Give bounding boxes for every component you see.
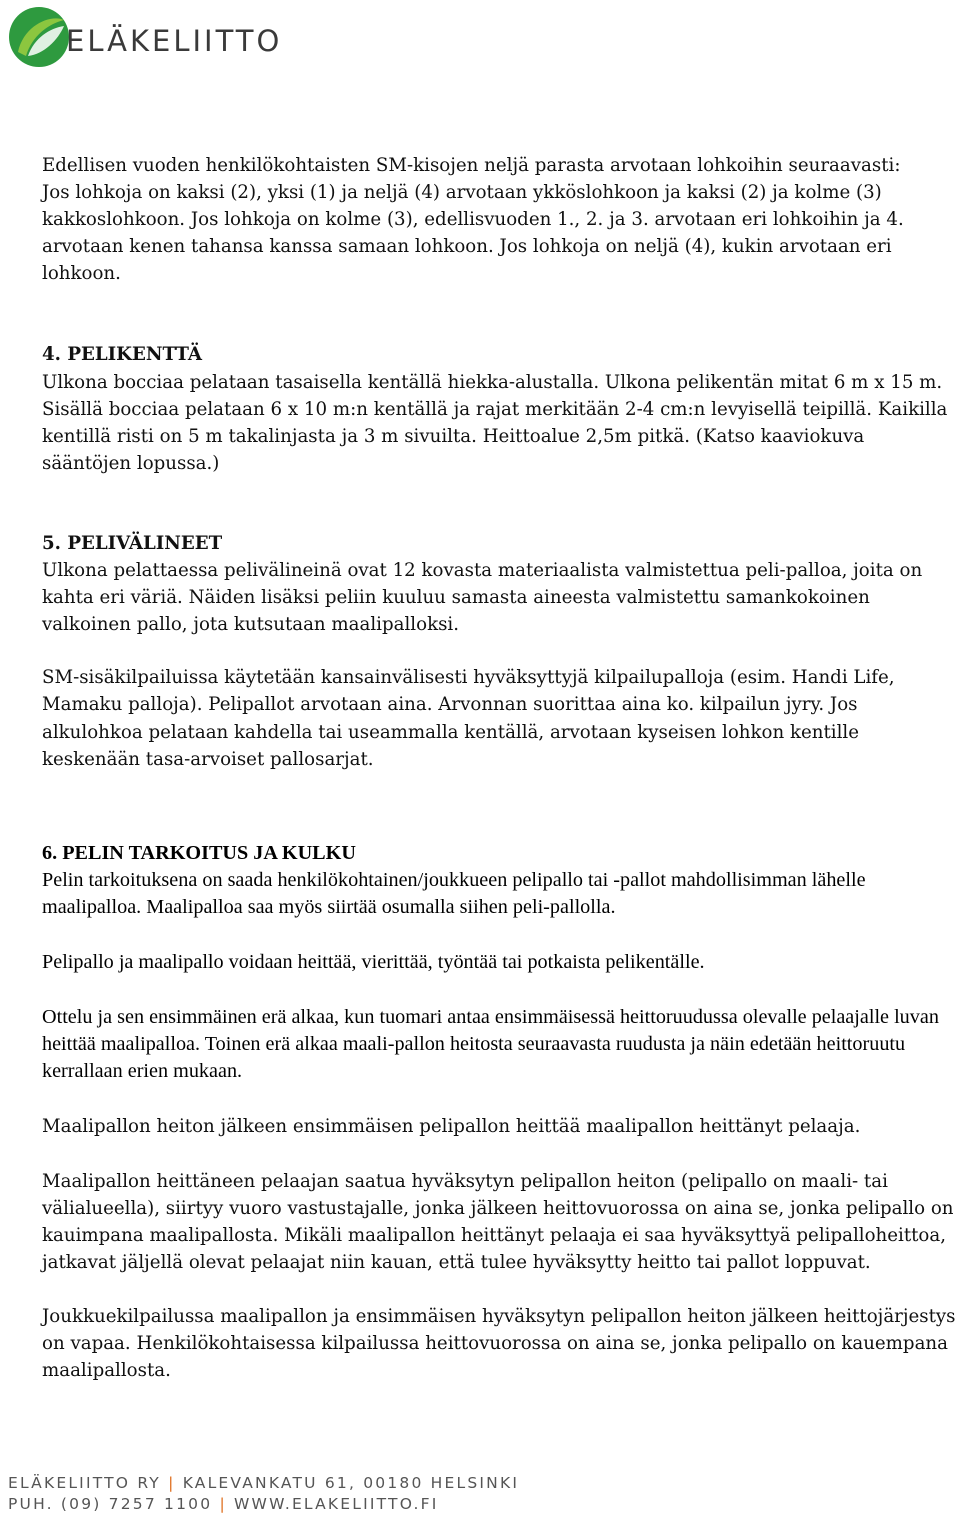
footer-line-1 [8,1473,958,1494]
footer-separator: | [168,1474,176,1492]
footer-website: WWW.ELAKELIITTO.FI [234,1495,439,1513]
section-6-paragraph-4: Maalipallon heiton jälkeen ensimmäisen pelipallon heittää maalipallon heittänyt pelaaja. [42,1115,861,1137]
page-footer [8,1473,958,1515]
footer-address: KALEVANKATU 61, 00180 HELSINKI [182,1474,520,1492]
section-5-heading: 5. PELIVÄLINEET [42,532,223,554]
document-body [42,152,958,1384]
section-5-body: Ulkona pelattaessa pelivälineinä ovat 12 kovasta materiaalista valmistettua peli-palloa, joita on kahta eri väriä. Näiden lisäksi peliin kuuluu samasta aineesta valmistettu samankokoinen valkoinen pallo, jota kutsutaan maalipalloksi. [42,560,923,636]
section-6-paragraph-5: Maalipallon heittäneen pelaajan saatua hyväksytyn pelipallon heiton (pelipallo on maali- tai välialueella), siirtyy vuoro vastustajalle, jonka jälkeen heittovuorossa on aina se, jonka pelipallo on kauimpana maalipallosta. Mikäli maalipallon heittänyt pelaaja ei saa hyväksyttyä pelipalloheittoa, jatkavat jäljellä olevat pelaajat niin kauan, että tulee hyväksytty heitto tai pallot loppuvat. [42,1170,954,1274]
section-4-heading: 4. PELIKENTTÄ [42,344,202,366]
leaf-logo-icon [8,6,70,68]
section-4-body: Ulkona bocciaa pelataan tasaisella kentällä hiekka-alustalla. Ulkona pelikentän mitat 6 m x 15 m. Sisällä bocciaa pelataan 6 x 10 m:n kentällä ja rajat merkitään 2-4 cm:n levyisellä teipillä. Kaikilla kentillä risti on 5 m takalinjasta ja 3 m sivuilta. Heittoalue 2,5m pitkä. (Katso kaaviokuva sääntöjen lopussa.) [42,371,948,474]
section-6-paragraph-1: Pelin tarkoituksena on saada henkilökohtainen/joukkueen pelipallo tai -pallot mahdollisimman lähelle maalipalloa. Maalipalloa saa myös siirtää osumalla siihen peli-pallolla. [42,868,866,918]
intro-paragraph: Edellisen vuoden henkilökohtaisten SM-kisojen neljä parasta arvotaan lohkoihin seuraavasti: Jos lohkoja on kaksi (2), yksi (1) ja neljä (4) arvotaan ykköslohkoon ja kaksi (2) ja kolme (3) kakkoslohkoon. Jos lohkoja on kolme (3), edellisvuoden 1., 2. ja 3. arvotaan eri lohkoihin ja 4. arvotaan kenen tahansa kanssa samaan lohkoon. Jos lohkoja on neljä (4), kukin arvotaan eri lohkoon. [42,155,904,285]
footer-separator: | [219,1495,227,1513]
footer-line-2 [8,1494,958,1515]
section-6-heading: 6. PELIN TARKOITUS JA KULKU [42,841,356,864]
eläkeliitto-logo [4,2,294,72]
section-5-body-2: SM-sisäkilpailuissa käytetään kansainvälisesti hyväksyttyjä kilpailupalloja (esim. Handi Life, Mamaku palloja). Pelipallot arvotaan aina. Arvonnan suorittaa aina ko. kilpailun jyry. Jos alkulohkoa pelataan kahdella tai useammalla kentällä, arvotaan kyseisen lohkon kentille keskenään tasa-arvoiset pallosarjat. [42,667,895,770]
footer-organization: ELÄKELIITTO RY [8,1474,161,1492]
logo-wordmark: ELÄKELIITTO [66,24,283,58]
footer-phone: PUH. (09) 7257 1100 [8,1495,213,1513]
section-6-paragraph-6: Joukkuekilpailussa maalipallon ja ensimmäisen hyväksytyn pelipallon heiton jälkeen heittojärjestys on vapaa. Henkilökohtaisessa kilpailussa heittovuorossa on aina se, jonka pelipallo on kauempana maalipallosta. [42,1306,956,1382]
section-6-paragraph-2: Pelipallo ja maalipallo voidaan heittää, vierittää, työntää tai potkaista pelikentälle. [42,950,705,973]
section-6-paragraph-3: Ottelu ja sen ensimmäinen erä alkaa, kun tuomari antaa ensimmäisessä heittoruudussa olevalle pelaajalle luvan heittää maalipalloa. Toinen erä alkaa maali-pallon heitosta seuraavasta ruudusta ja näin edetään heittoruutu kerrallaan erien mukaan. [42,1005,939,1082]
